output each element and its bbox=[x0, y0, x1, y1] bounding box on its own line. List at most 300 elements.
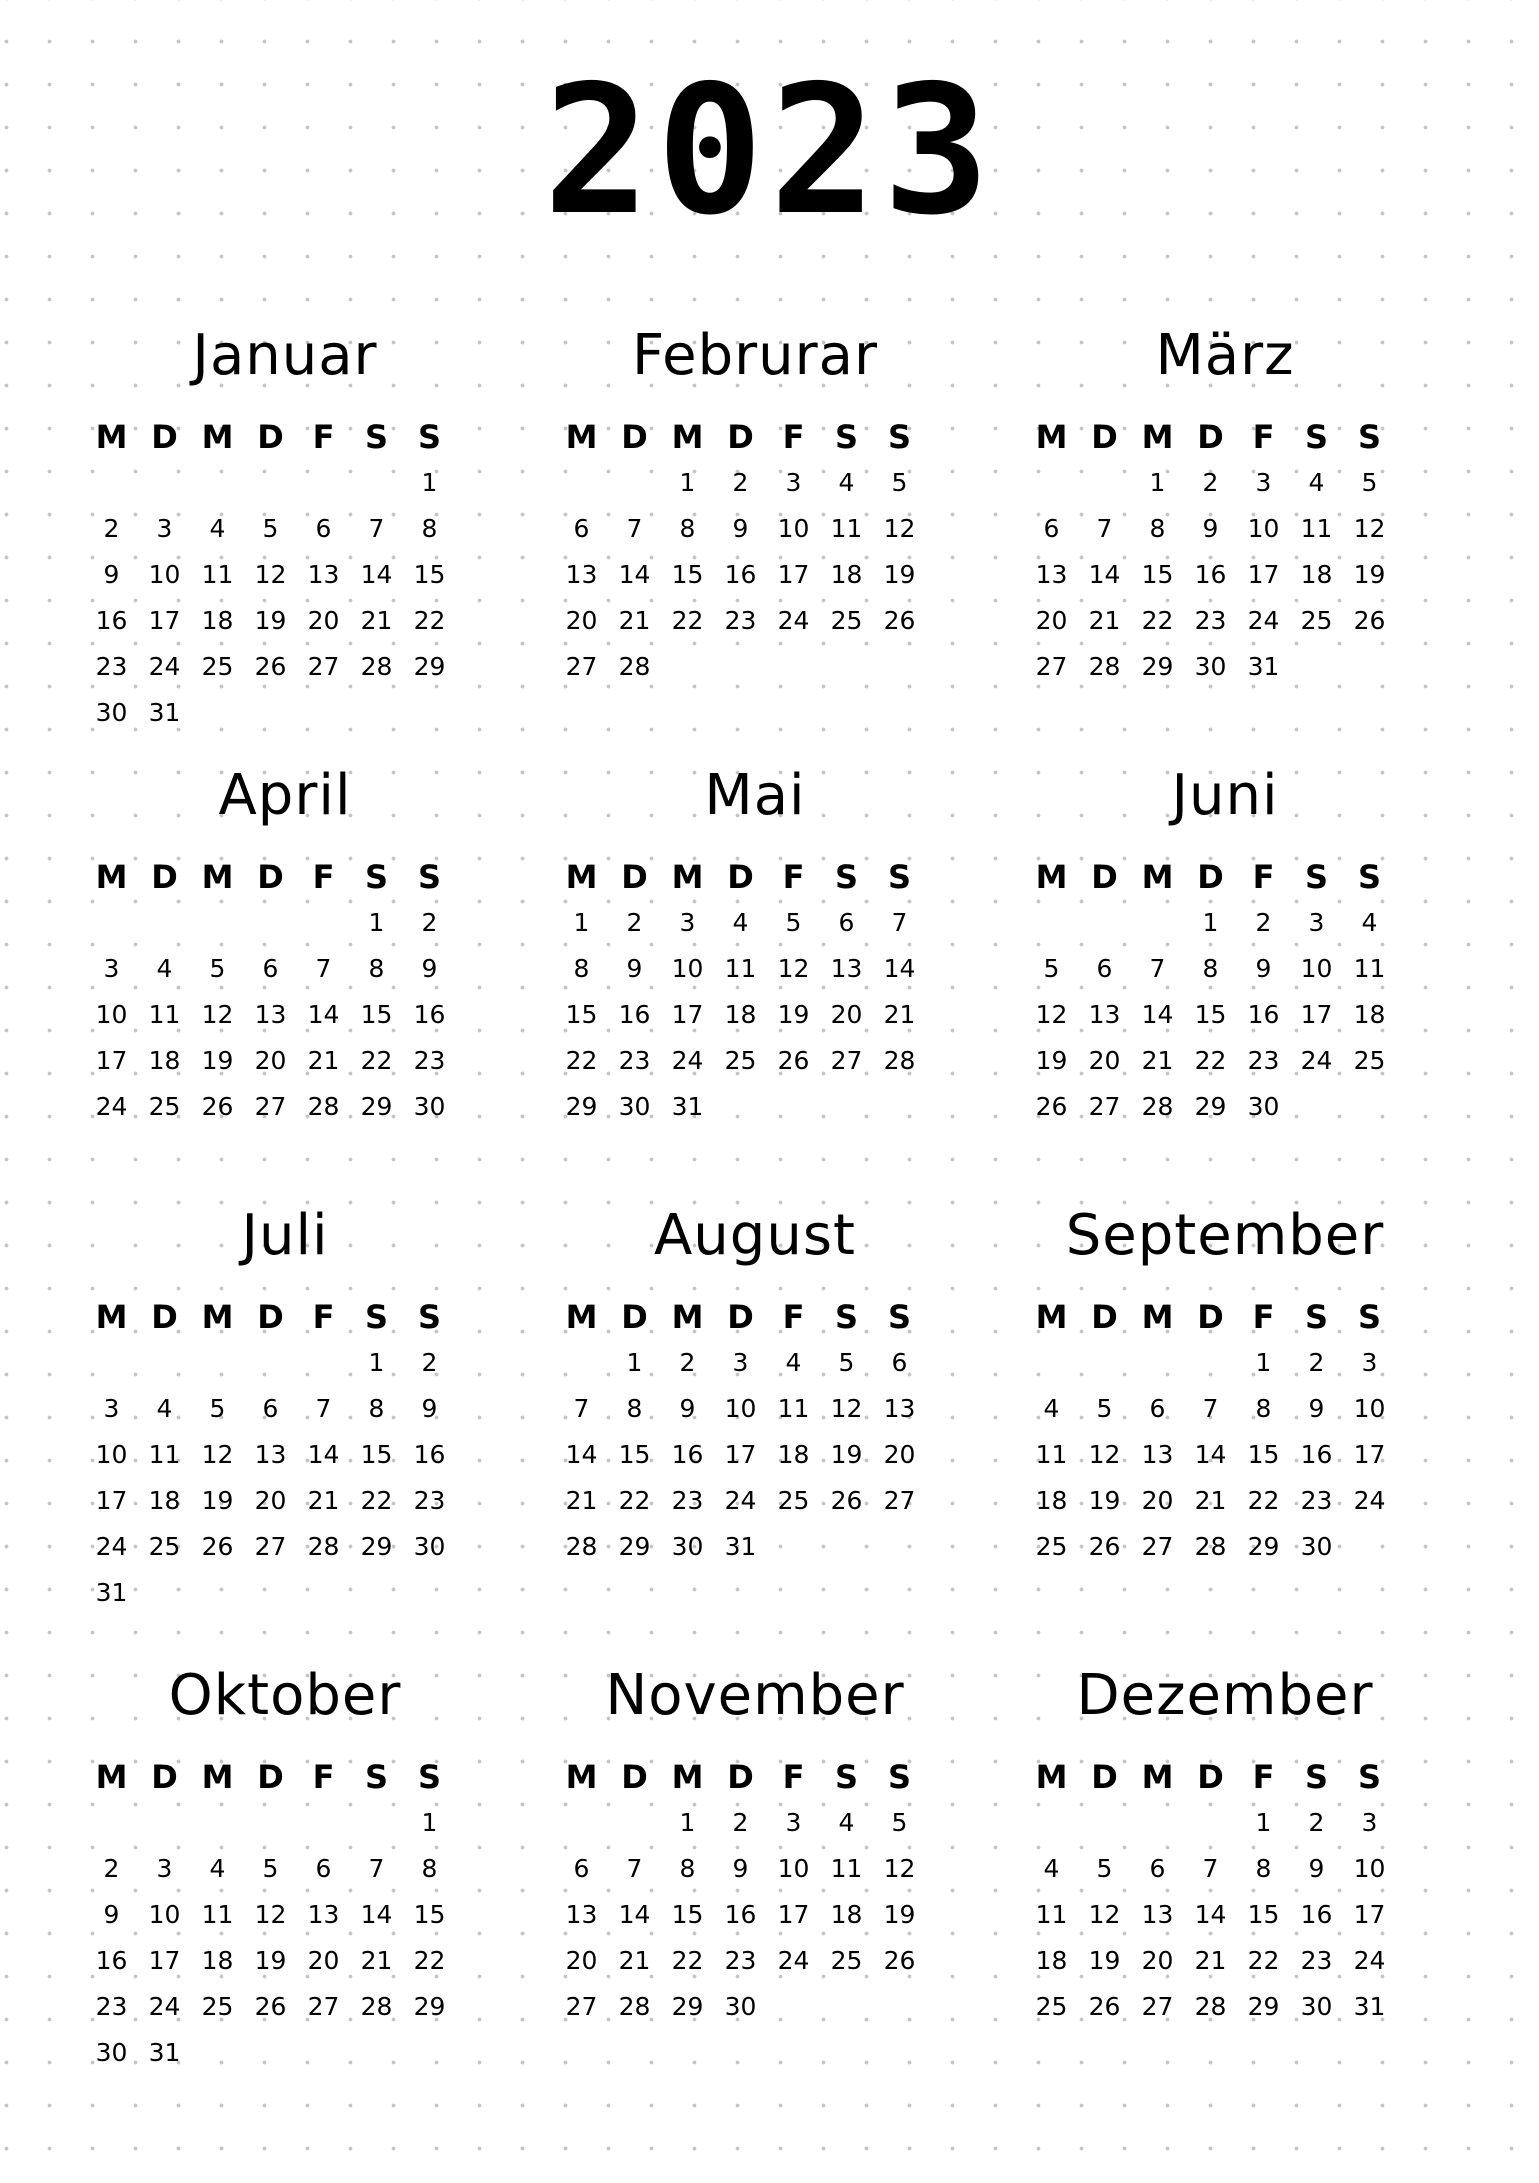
weekday-label: D bbox=[621, 1298, 648, 1336]
day-number: 24 bbox=[95, 1532, 128, 1561]
day-number: 26 bbox=[201, 1532, 234, 1561]
day-number: 18 bbox=[201, 606, 234, 635]
day-number: 26 bbox=[254, 1992, 287, 2021]
day-number: 29 bbox=[1141, 652, 1174, 681]
weekday-label: S bbox=[364, 1758, 389, 1796]
weekday-label: F bbox=[312, 1298, 335, 1336]
day-number: 20 bbox=[307, 606, 340, 635]
month-name: März bbox=[1155, 323, 1295, 388]
month-block bbox=[85, 1663, 555, 2108]
weekday-label: S bbox=[834, 858, 859, 896]
day-number: 9 bbox=[1308, 1854, 1325, 1883]
weekday-label: S bbox=[1357, 858, 1382, 896]
day-number: 23 bbox=[1247, 1046, 1280, 1075]
day-number: 15 bbox=[360, 1440, 393, 1469]
day-number: 7 bbox=[626, 1854, 643, 1883]
month-name: Mai bbox=[704, 763, 806, 828]
weekday-label: F bbox=[782, 1298, 805, 1336]
weekday-label: S bbox=[887, 858, 912, 896]
month-name: Juni bbox=[1171, 763, 1279, 828]
empty-cell bbox=[608, 1800, 661, 1846]
day-number: 5 bbox=[1361, 468, 1378, 497]
day-number: 22 bbox=[360, 1046, 393, 1075]
month-name: August bbox=[654, 1203, 856, 1268]
day-number: 14 bbox=[618, 1900, 651, 1929]
day-number: 1 bbox=[1149, 468, 1166, 497]
weekday-label: S bbox=[834, 1298, 859, 1336]
day-number: 22 bbox=[360, 1486, 393, 1515]
month-name: November bbox=[605, 1663, 905, 1728]
weekday-label: M bbox=[95, 1298, 128, 1336]
day-number: 7 bbox=[315, 954, 332, 983]
empty-cell bbox=[297, 1340, 350, 1386]
day-number: 10 bbox=[1247, 514, 1280, 543]
day-number: 8 bbox=[368, 954, 385, 983]
day-number: 12 bbox=[201, 1440, 234, 1469]
day-number: 17 bbox=[95, 1046, 128, 1075]
day-number: 18 bbox=[830, 560, 863, 589]
month-name: September bbox=[1065, 1203, 1385, 1268]
day-number: 2 bbox=[103, 514, 120, 543]
day-number: 3 bbox=[679, 908, 696, 937]
day-number: 25 bbox=[1353, 1046, 1386, 1075]
day-number: 1 bbox=[1255, 1348, 1272, 1377]
day-number: 31 bbox=[724, 1532, 757, 1561]
weekday-label: D bbox=[151, 418, 178, 456]
day-number: 22 bbox=[618, 1486, 651, 1515]
day-number: 27 bbox=[565, 652, 598, 681]
weekday-label: M bbox=[201, 1298, 234, 1336]
day-number: 5 bbox=[209, 954, 226, 983]
empty-cell bbox=[138, 460, 191, 506]
day-number: 3 bbox=[785, 1808, 802, 1837]
day-number: 23 bbox=[724, 606, 757, 635]
weekday-label: S bbox=[1304, 1758, 1329, 1796]
day-number: 10 bbox=[1353, 1394, 1386, 1423]
weekday-label: S bbox=[887, 1298, 912, 1336]
day-number: 9 bbox=[732, 1854, 749, 1883]
day-number: 14 bbox=[1194, 1440, 1227, 1469]
day-number: 10 bbox=[671, 954, 704, 983]
day-number: 23 bbox=[95, 1992, 128, 2021]
day-number: 18 bbox=[777, 1440, 810, 1469]
day-number: 8 bbox=[368, 1394, 385, 1423]
empty-cell bbox=[1025, 460, 1078, 506]
month-days bbox=[555, 1754, 1025, 2030]
weekday-label: D bbox=[621, 418, 648, 456]
day-number: 29 bbox=[565, 1092, 598, 1121]
day-number: 26 bbox=[1353, 606, 1386, 635]
weekday-label: S bbox=[834, 1758, 859, 1796]
day-number: 21 bbox=[618, 606, 651, 635]
day-number: 25 bbox=[777, 1486, 810, 1515]
day-number: 25 bbox=[830, 1946, 863, 1975]
day-number: 16 bbox=[95, 606, 128, 635]
day-number: 9 bbox=[103, 1900, 120, 1929]
day-number: 29 bbox=[413, 1992, 446, 2021]
month-block bbox=[85, 1203, 555, 1668]
day-number: 17 bbox=[1353, 1900, 1386, 1929]
empty-cell bbox=[1078, 900, 1131, 946]
weekday-label: F bbox=[312, 858, 335, 896]
day-number: 4 bbox=[838, 1808, 855, 1837]
empty-cell bbox=[297, 460, 350, 506]
day-number: 12 bbox=[254, 560, 287, 589]
day-number: 15 bbox=[1247, 1900, 1280, 1929]
day-number: 24 bbox=[671, 1046, 704, 1075]
day-number: 13 bbox=[565, 1900, 598, 1929]
day-number: 7 bbox=[891, 908, 908, 937]
day-number: 25 bbox=[201, 1992, 234, 2021]
day-number: 9 bbox=[1255, 954, 1272, 983]
day-number: 23 bbox=[618, 1046, 651, 1075]
day-number: 2 bbox=[1255, 908, 1272, 937]
day-number: 3 bbox=[156, 514, 173, 543]
day-number: 6 bbox=[262, 954, 279, 983]
day-number: 20 bbox=[254, 1046, 287, 1075]
day-number: 21 bbox=[307, 1046, 340, 1075]
day-number: 30 bbox=[95, 698, 128, 727]
day-number: 13 bbox=[830, 954, 863, 983]
day-number: 14 bbox=[360, 560, 393, 589]
weekday-label: S bbox=[417, 418, 442, 456]
weekday-label: M bbox=[1035, 1758, 1068, 1796]
day-number: 10 bbox=[1300, 954, 1333, 983]
day-number: 15 bbox=[413, 1900, 446, 1929]
day-number: 15 bbox=[671, 1900, 704, 1929]
weekday-label: M bbox=[1035, 858, 1068, 896]
month-days bbox=[555, 414, 1025, 690]
day-number: 9 bbox=[679, 1394, 696, 1423]
empty-cell bbox=[138, 900, 191, 946]
day-number: 4 bbox=[1043, 1394, 1060, 1423]
day-number: 5 bbox=[785, 908, 802, 937]
weekday-label: S bbox=[364, 1298, 389, 1336]
month-name: Februrar bbox=[631, 323, 879, 388]
day-number: 2 bbox=[1308, 1808, 1325, 1837]
month-days bbox=[85, 854, 555, 1130]
day-number: 26 bbox=[777, 1046, 810, 1075]
weekday-label: S bbox=[887, 1758, 912, 1796]
day-number: 10 bbox=[777, 1854, 810, 1883]
day-number: 21 bbox=[360, 1946, 393, 1975]
day-number: 17 bbox=[724, 1440, 757, 1469]
weekday-label: D bbox=[1091, 1758, 1118, 1796]
day-number: 26 bbox=[1088, 1992, 1121, 2021]
day-number: 10 bbox=[777, 514, 810, 543]
day-number: 27 bbox=[565, 1992, 598, 2021]
day-number: 29 bbox=[413, 652, 446, 681]
day-number: 26 bbox=[254, 652, 287, 681]
day-number: 19 bbox=[883, 1900, 916, 1929]
day-number: 8 bbox=[1255, 1854, 1272, 1883]
day-number: 23 bbox=[95, 652, 128, 681]
month-block bbox=[555, 1663, 1025, 2108]
day-number: 24 bbox=[1300, 1046, 1333, 1075]
empty-cell bbox=[244, 1340, 297, 1386]
day-number: 5 bbox=[891, 468, 908, 497]
day-number: 1 bbox=[368, 1348, 385, 1377]
day-number: 1 bbox=[679, 468, 696, 497]
day-number: 6 bbox=[891, 1348, 908, 1377]
day-number: 22 bbox=[1141, 606, 1174, 635]
day-number: 19 bbox=[1088, 1946, 1121, 1975]
day-number: 14 bbox=[1141, 1000, 1174, 1029]
day-number: 9 bbox=[421, 1394, 438, 1423]
day-number: 14 bbox=[307, 1440, 340, 1469]
day-number: 6 bbox=[838, 908, 855, 937]
empty-cell bbox=[1184, 1340, 1237, 1386]
day-number: 6 bbox=[573, 514, 590, 543]
day-number: 5 bbox=[1096, 1854, 1113, 1883]
day-number: 4 bbox=[1043, 1854, 1060, 1883]
day-number: 25 bbox=[148, 1532, 181, 1561]
day-number: 13 bbox=[1141, 1900, 1174, 1929]
month-name: Oktober bbox=[168, 1663, 402, 1728]
weekday-label: M bbox=[671, 1298, 704, 1336]
month-days bbox=[1025, 1294, 1495, 1570]
day-number: 4 bbox=[156, 1394, 173, 1423]
weekday-label: S bbox=[417, 1298, 442, 1336]
weekday-label: M bbox=[565, 1298, 598, 1336]
day-number: 9 bbox=[1308, 1394, 1325, 1423]
day-number: 12 bbox=[777, 954, 810, 983]
day-number: 21 bbox=[360, 606, 393, 635]
day-number: 27 bbox=[307, 1992, 340, 2021]
weekday-label: S bbox=[1304, 858, 1329, 896]
day-number: 18 bbox=[830, 1900, 863, 1929]
day-number: 24 bbox=[1247, 606, 1280, 635]
day-number: 7 bbox=[1096, 514, 1113, 543]
day-number: 11 bbox=[1035, 1900, 1068, 1929]
weekday-label: M bbox=[565, 418, 598, 456]
day-number: 29 bbox=[1194, 1092, 1227, 1121]
day-number: 11 bbox=[148, 1000, 181, 1029]
day-number: 5 bbox=[1096, 1394, 1113, 1423]
day-number: 19 bbox=[254, 606, 287, 635]
day-number: 16 bbox=[95, 1946, 128, 1975]
day-number: 13 bbox=[307, 1900, 340, 1929]
day-number: 13 bbox=[883, 1394, 916, 1423]
month-days bbox=[555, 854, 1025, 1130]
weekday-label: M bbox=[1035, 1298, 1068, 1336]
day-number: 16 bbox=[1300, 1440, 1333, 1469]
day-number: 12 bbox=[830, 1394, 863, 1423]
day-number: 15 bbox=[1194, 1000, 1227, 1029]
day-number: 6 bbox=[262, 1394, 279, 1423]
day-number: 17 bbox=[95, 1486, 128, 1515]
day-number: 8 bbox=[1149, 514, 1166, 543]
day-number: 3 bbox=[103, 954, 120, 983]
day-number: 20 bbox=[1141, 1486, 1174, 1515]
day-number: 17 bbox=[1300, 1000, 1333, 1029]
day-number: 3 bbox=[1361, 1808, 1378, 1837]
month-name: April bbox=[218, 763, 352, 828]
day-number: 1 bbox=[573, 908, 590, 937]
day-number: 19 bbox=[201, 1486, 234, 1515]
day-number: 22 bbox=[671, 606, 704, 635]
day-number: 12 bbox=[1353, 514, 1386, 543]
day-number: 24 bbox=[777, 606, 810, 635]
day-number: 20 bbox=[565, 1946, 598, 1975]
day-number: 3 bbox=[103, 1394, 120, 1423]
day-number: 15 bbox=[1247, 1440, 1280, 1469]
day-number: 4 bbox=[156, 954, 173, 983]
day-number: 19 bbox=[830, 1440, 863, 1469]
day-number: 23 bbox=[413, 1046, 446, 1075]
weekday-label: F bbox=[1252, 1298, 1275, 1336]
weekday-label: D bbox=[1197, 1758, 1224, 1796]
day-number: 28 bbox=[360, 1992, 393, 2021]
weekday-label: D bbox=[257, 858, 284, 896]
month-block bbox=[555, 763, 1025, 1208]
day-number: 22 bbox=[671, 1946, 704, 1975]
day-number: 20 bbox=[883, 1440, 916, 1469]
day-number: 20 bbox=[565, 606, 598, 635]
day-number: 15 bbox=[618, 1440, 651, 1469]
day-number: 7 bbox=[315, 1394, 332, 1423]
day-number: 30 bbox=[724, 1992, 757, 2021]
day-number: 1 bbox=[1255, 1808, 1272, 1837]
day-number: 21 bbox=[1194, 1486, 1227, 1515]
day-number: 4 bbox=[209, 514, 226, 543]
weekday-label: M bbox=[671, 418, 704, 456]
day-number: 23 bbox=[1300, 1946, 1333, 1975]
day-number: 6 bbox=[1149, 1854, 1166, 1883]
day-number: 5 bbox=[262, 1854, 279, 1883]
weekday-label: D bbox=[727, 1758, 754, 1796]
day-number: 30 bbox=[95, 2038, 128, 2067]
empty-cell bbox=[244, 900, 297, 946]
day-number: 9 bbox=[421, 954, 438, 983]
day-number: 6 bbox=[315, 514, 332, 543]
day-number: 10 bbox=[724, 1394, 757, 1423]
weekday-label: M bbox=[201, 858, 234, 896]
day-number: 8 bbox=[679, 1854, 696, 1883]
day-number: 11 bbox=[777, 1394, 810, 1423]
day-number: 11 bbox=[1035, 1440, 1068, 1469]
day-number: 12 bbox=[1035, 1000, 1068, 1029]
day-number: 9 bbox=[732, 514, 749, 543]
day-number: 11 bbox=[830, 514, 863, 543]
day-number: 19 bbox=[883, 560, 916, 589]
day-number: 12 bbox=[1088, 1900, 1121, 1929]
day-number: 17 bbox=[671, 1000, 704, 1029]
day-number: 20 bbox=[1088, 1046, 1121, 1075]
day-number: 2 bbox=[1202, 468, 1219, 497]
empty-cell bbox=[244, 1800, 297, 1846]
month-block bbox=[1025, 1203, 1495, 1668]
day-number: 1 bbox=[1202, 908, 1219, 937]
day-number: 14 bbox=[1194, 1900, 1227, 1929]
day-number: 15 bbox=[413, 560, 446, 589]
weekday-label: M bbox=[201, 418, 234, 456]
day-number: 6 bbox=[1096, 954, 1113, 983]
day-number: 18 bbox=[148, 1046, 181, 1075]
day-number: 30 bbox=[413, 1092, 446, 1121]
weekday-label: M bbox=[1035, 418, 1068, 456]
day-number: 14 bbox=[360, 1900, 393, 1929]
day-number: 21 bbox=[1194, 1946, 1227, 1975]
day-number: 17 bbox=[1247, 560, 1280, 589]
weekday-label: D bbox=[621, 858, 648, 896]
weekday-label: M bbox=[671, 858, 704, 896]
day-number: 13 bbox=[307, 560, 340, 589]
month-name: Juli bbox=[241, 1203, 329, 1268]
day-number: 18 bbox=[724, 1000, 757, 1029]
day-number: 3 bbox=[732, 1348, 749, 1377]
weekday-label: S bbox=[364, 418, 389, 456]
day-number: 21 bbox=[307, 1486, 340, 1515]
empty-cell bbox=[138, 1340, 191, 1386]
day-number: 1 bbox=[679, 1808, 696, 1837]
weekday-label: S bbox=[1357, 1758, 1382, 1796]
day-number: 10 bbox=[95, 1440, 128, 1469]
day-number: 4 bbox=[1308, 468, 1325, 497]
month-days bbox=[1025, 1754, 1495, 2030]
day-number: 25 bbox=[148, 1092, 181, 1121]
day-number: 3 bbox=[1308, 908, 1325, 937]
day-number: 13 bbox=[1141, 1440, 1174, 1469]
month-days bbox=[85, 414, 555, 736]
weekday-label: D bbox=[257, 1758, 284, 1796]
weekday-label: M bbox=[565, 1758, 598, 1796]
day-number: 28 bbox=[618, 652, 651, 681]
day-number: 3 bbox=[156, 1854, 173, 1883]
day-number: 27 bbox=[1035, 652, 1068, 681]
day-number: 31 bbox=[148, 698, 181, 727]
weekday-label: M bbox=[1141, 1298, 1174, 1336]
empty-cell bbox=[350, 1800, 403, 1846]
month-name: Januar bbox=[192, 323, 378, 388]
day-number: 14 bbox=[565, 1440, 598, 1469]
day-number: 22 bbox=[413, 606, 446, 635]
day-number: 21 bbox=[1088, 606, 1121, 635]
day-number: 18 bbox=[148, 1486, 181, 1515]
weekday-label: D bbox=[257, 418, 284, 456]
weekday-label: D bbox=[151, 858, 178, 896]
day-number: 7 bbox=[626, 514, 643, 543]
day-number: 18 bbox=[201, 1946, 234, 1975]
day-number: 10 bbox=[95, 1000, 128, 1029]
empty-cell bbox=[191, 900, 244, 946]
day-number: 30 bbox=[671, 1532, 704, 1561]
day-number: 22 bbox=[1247, 1946, 1280, 1975]
day-number: 8 bbox=[626, 1394, 643, 1423]
day-number: 14 bbox=[883, 954, 916, 983]
day-number: 19 bbox=[777, 1000, 810, 1029]
day-number: 23 bbox=[413, 1486, 446, 1515]
weekday-label: S bbox=[1357, 1298, 1382, 1336]
weekday-label: D bbox=[621, 1758, 648, 1796]
day-number: 26 bbox=[883, 1946, 916, 1975]
day-number: 13 bbox=[254, 1000, 287, 1029]
day-number: 4 bbox=[838, 468, 855, 497]
day-number: 29 bbox=[360, 1532, 393, 1561]
month-block bbox=[1025, 763, 1495, 1208]
day-number: 26 bbox=[830, 1486, 863, 1515]
weekday-label: F bbox=[782, 1758, 805, 1796]
day-number: 30 bbox=[1247, 1092, 1280, 1121]
day-number: 2 bbox=[732, 1808, 749, 1837]
empty-cell bbox=[350, 460, 403, 506]
weekday-label: F bbox=[782, 858, 805, 896]
day-number: 28 bbox=[1194, 1992, 1227, 2021]
day-number: 25 bbox=[1035, 1992, 1068, 2021]
day-number: 16 bbox=[1300, 1900, 1333, 1929]
day-number: 4 bbox=[209, 1854, 226, 1883]
weekday-label: S bbox=[834, 418, 859, 456]
